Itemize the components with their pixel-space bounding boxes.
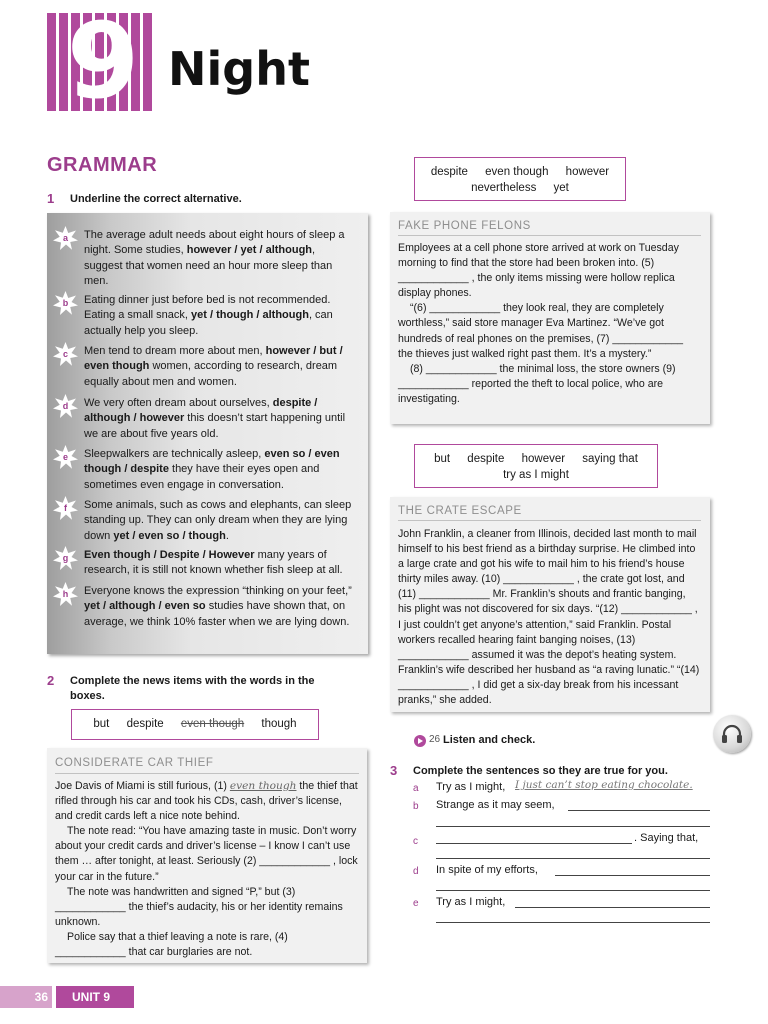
car-thief-paragraph: Police say that a thief leaving a note is rare, (4) ____________ that car burglaries are not.: [55, 930, 288, 959]
word-box-3-word: saying that: [582, 453, 638, 465]
answer-line[interactable]: [568, 810, 710, 811]
listen-and-check-label: Listen and check.: [443, 734, 536, 746]
panel-divider: [398, 235, 701, 236]
item-letter: d: [62, 401, 69, 411]
exercise-1-item[interactable]: Eating dinner just before bed is not recommended. Eating a small snack, yet / though / although, can actually help you sleep.: [84, 294, 333, 337]
answer-line[interactable]: [555, 875, 710, 876]
section-heading: GRAMMAR: [47, 154, 158, 176]
panel-title-car-thief: CONSIDERATE CAR THIEF: [55, 757, 214, 769]
panel-divider: [55, 773, 359, 774]
page-number: 36: [0, 986, 52, 1008]
answer-line[interactable]: [436, 843, 632, 844]
word-box-1-word: despite: [126, 718, 164, 730]
audio-track-number: 26: [429, 734, 441, 745]
word-box-3: [414, 444, 658, 488]
sentence-e-start: Try as I might,: [436, 896, 506, 908]
item-letter: f: [64, 503, 67, 513]
panel-body-phone-felons: [398, 241, 700, 407]
exercise-1-item[interactable]: Everyone knows the expression “thinking on your feet,” yet / although / even so studies have shown that, on average, we think 10% faster when we are lying down.: [84, 585, 352, 628]
word-box-2-word: despite: [430, 166, 468, 178]
item-letter: h: [62, 589, 69, 599]
sentence-d-start: In spite of my efforts,: [436, 864, 538, 876]
exercise-3-number: 3: [390, 763, 398, 778]
sentence-b-start: Strange as it may seem,: [436, 799, 555, 811]
sentence-c-end: . Saying that,: [634, 832, 699, 844]
panel-title-phone-felons: FAKE PHONE FELONS: [398, 220, 531, 232]
audio-play-icon[interactable]: [414, 735, 426, 747]
sentence-letter: a: [413, 783, 419, 794]
item-letter: b: [62, 298, 69, 308]
sentence-letter: b: [413, 801, 419, 812]
crate-escape-paragraph: John Franklin, a cleaner from Illinois, decided last month to mail himself to his best friend as a birthday surprise. He climbed into a large crate and got his wife to mail him to his friend’s house thirty miles away. (10) ____________ , the crate got lost, and (11) ____________ Mr. Franklin’s shouts and frantic banging, his plight was not discovered for six days. “(12) ____________ , I just couldn’t get anyone’s attention,” said Franklin. Postal workers recalled hearing faint banging noises, (13) ____________ assumed it was the depot’s heating system. Franklin’s wife described her husband as “a raving lunatic.” “(14) ____________ , I did get a six-day break from his incessant pranks,” she added.: [398, 528, 700, 707]
answer-line[interactable]: [436, 922, 710, 923]
panel-title-crate-escape: THE CRATE ESCAPE: [398, 505, 522, 517]
word-box-2-word: yet: [553, 182, 569, 194]
exercise-1-instruction: Underline the correct alternative.: [70, 193, 242, 205]
exercise-1-item[interactable]: Some animals, such as cows and elephants, can sleep standing up. They can only dream when they are lying down yet / even so / though.: [84, 499, 352, 542]
answer-line[interactable]: [436, 858, 710, 859]
car-thief-text: Joe Davis of Miami is still furious, (1): [55, 780, 227, 792]
exercise-1-item[interactable]: Sleepwalkers are technically asleep, even so / even though / despite they have their eyes open and sometimes even engage in conversation.: [84, 448, 340, 491]
exercise-1-number: 1: [47, 191, 55, 206]
sentence-letter: d: [413, 866, 419, 877]
item-letter: e: [62, 452, 68, 462]
exercise-1-item[interactable]: We very often dream about ourselves, despite / although / however this doesn’t start happening until we are about five years old.: [84, 397, 346, 440]
item-letter: g: [62, 553, 69, 563]
unit-title: Night: [168, 42, 310, 96]
word-box-3-word: despite: [467, 453, 505, 465]
footer-unit-label: UNIT 9: [56, 986, 134, 1008]
phone-felons-paragraph: (8) ____________ the minimal loss, the store owners (9) ____________ reported the theft to local police, who are investigating.: [398, 362, 676, 405]
sentence-a-example-answer: I just can’t stop eating chocolate.: [515, 779, 693, 791]
word-box-2-word: even though: [485, 166, 549, 178]
car-thief-paragraph: The note was handwritten and signed “P,” but (3) ____________ the thief’s audacity, his or her identity remains unknown.: [55, 885, 343, 928]
exercise-3-instruction: Complete the sentences so they are true for you.: [413, 765, 668, 777]
exercise-2-number: 2: [47, 673, 55, 688]
word-box-2-word: however: [565, 166, 610, 178]
word-box-1: [71, 709, 319, 740]
exercise-1-item[interactable]: Men tend to dream more about men, however / but / even though women, according to research, dream equally about men and women.: [84, 345, 343, 388]
exercise-1-item[interactable]: The average adult needs about eight hours of sleep a night. Some studies, however / yet / although, suggest that women need an hour more sleep than men.: [84, 229, 345, 288]
answer-line[interactable]: [515, 907, 710, 908]
car-thief-text: the thief that rifled through his car and took his CDs, cash, driver’s license, and credit cards left a nice note behind.: [55, 780, 358, 823]
answer-line[interactable]: [436, 826, 710, 827]
word-box-1-word: though: [261, 718, 297, 730]
headphones-icon: [713, 715, 751, 753]
sentence-letter: e: [413, 898, 419, 909]
item-letter: a: [62, 233, 68, 243]
word-box-3-word: however: [521, 453, 566, 465]
word-box-3-word: try as I might: [503, 469, 569, 481]
item-letter: c: [62, 349, 68, 359]
word-box-2: [414, 157, 626, 201]
word-box-1-word: but: [93, 718, 110, 730]
unit-number: 9: [66, 0, 140, 122]
word-box-3-word: but: [434, 453, 451, 465]
word-box-2-word: nevertheless: [471, 182, 537, 194]
phone-felons-paragraph: “(6) ____________ they look real, they are completely worthless,” said store manager Eva Martinez. “We’ve got hundreds of real phones on the premises, (7) ____________ the thieves just walked right past them. It’s a mystery.”: [398, 302, 684, 360]
sentence-a-start: Try as I might,: [436, 781, 506, 793]
panel-divider: [398, 520, 701, 521]
unit-number-badge: [47, 0, 155, 122]
example-answer: even though: [229, 780, 297, 792]
word-box-1-word-used: even though: [180, 718, 245, 730]
sentence-letter: c: [413, 836, 418, 847]
panel-body-car-thief: [55, 779, 360, 960]
answer-line[interactable]: [436, 890, 710, 891]
exercise-1-item[interactable]: Even though / Despite / However many years of research, it is still not known whether fish sleep at all.: [84, 549, 343, 577]
exercise-2-instruction: Complete the news items with the words in the boxes.: [70, 675, 315, 702]
phone-felons-paragraph: Employees at a cell phone store arrived at work on Tuesday morning to find that the store had been broken into. (5) ____________ , the only items missing were hollow replica display phones.: [398, 242, 679, 300]
car-thief-paragraph: The note read: “You have amazing taste in music. Don’t worry about your credit cards and driver’s license – I know I can’t use them … after tonight, at least. Seriously (2) ____________ , lock your car in the future.”: [55, 825, 358, 883]
panel-body-crate-escape: [398, 527, 700, 708]
